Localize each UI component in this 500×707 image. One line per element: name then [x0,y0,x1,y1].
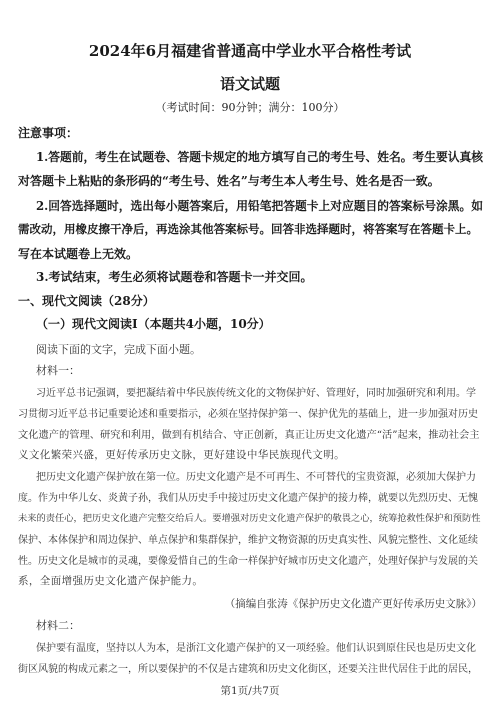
notes-line: 1.答题前，考生在试题卷、答题卡规定的地方填写自己的考生号、姓名。考生要认真核 [36,150,484,164]
reading-instruction: 阅读下面的文字，完成下面小题。 [36,343,201,356]
notes-line: 3.考试结束，考生必须将试题卷和答题卡一并交回。 [36,270,313,284]
paragraph-line: 性。历史文化是城市的灵魂，要像爱惜自己的生命一样保护好城市历史文化遗产，处理好保护与发展的关 [18,556,478,567]
page-footer: 第1页/共7页 [220,685,280,697]
paragraph-line: 把历史文化遗产保护放在第一位。历史文化遗产是不可再生、不可替代的宝贵资源，必须加大保护力 [36,472,476,483]
paragraph-line: 度。作为中华儿女、炎黄子孙，我们从历史手中接过历史文化遗产保护的接力棒，就要以先烈历史、无愧 [18,493,478,504]
notes-heading: 注意事项： [18,126,79,140]
notes-line: 2.回答选择题时，选出每小题答案后，用铅笔把答题卡上对应题目的答案标号涂黑。如 [36,199,484,213]
notes-line: 需改动，用橡皮擦干净后，再选涂其他答案标号。回答非选择题时，将答案写在答题卡上。 [18,222,478,236]
paragraph-line: 未来的责任心，把历史文化遗产完整交给后人。要增强对历史文化遗产保护的敬畏之心，统筹抢救性保护和预防性 [18,513,481,524]
section-heading: 一、现代文阅读（28分） [18,294,155,308]
exam-info: （考试时间：90分钟；满分：100分） [155,101,345,114]
paragraph-line: 系，全面增强历史文化遗产保护能力。 [18,575,204,587]
notes-line: 写在本试题卷上无效。 [18,247,139,261]
paragraph-line: 文化遗产的管理、研究和利用，做到有机结合、守正创新，真正让历史文化遗产“活”起来，推动社会主 [18,429,480,441]
material-label: 材料一： [36,364,80,377]
paragraph-line: 习贯彻习近平总书记重要论述和重要指示，必须在坚持保护第一、保护优先的基础上，进一步加强对历史 [18,409,478,420]
paragraph-line: 保护、本体保护和周边保护、单点保护和集群保护，维护文物资源的历史真实性、风貌完整性、文化延续 [18,535,478,546]
subsection-heading: （一）现代文阅读Ⅰ（本题共4小题，10分） [36,317,271,331]
paragraph-line: 习近平总书记强调，要把凝结着中华民族传统文化的文物保护好、管理好，同时加强研究和利用。学 [36,388,476,399]
exam-title: 2024年6月福建省普通高中学业水平合格性考试 [88,42,412,60]
paragraph-line: 街区风貌的构成元素之一，所以要保护的不仅是古建筑和历史文化街区，还要关注世代居住于此的居民， [18,664,478,675]
source-citation: （摘编自张涛《保护历史文化遗产更好传承历史文脉》） [224,598,482,610]
material-label: 材料二： [36,619,80,632]
notes-line: 对答题卡上粘贴的条形码的“考生号、姓名”与考生本人考生号、姓名是否一致。 [18,174,440,188]
paragraph-line: 保护要有温度，坚持以人为本，是浙江文化遗产保护的又一项经验。他们认识到原住民也是历史文化 [36,643,476,654]
paragraph-line: 义文化繁荣兴盛，更好传承历史文脉，更好建设中华民族现代文明。 [18,449,345,461]
exam-subtitle: 语文试题 [219,75,280,93]
